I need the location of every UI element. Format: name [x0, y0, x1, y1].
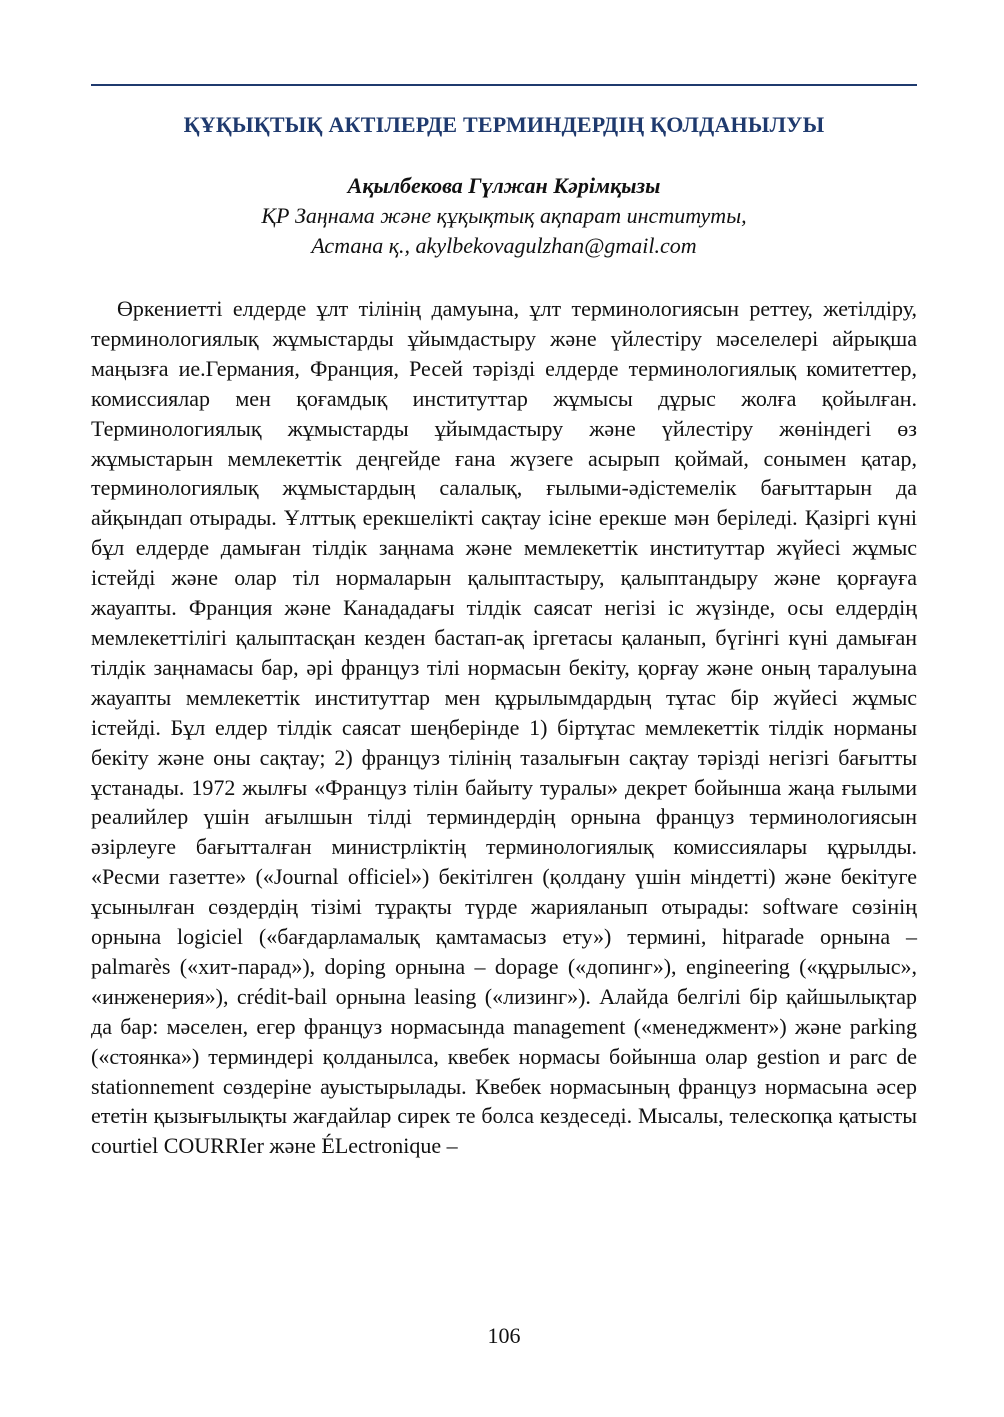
author-location-email: Астана қ., akylbekovagulzhan@gmail.com	[311, 233, 697, 258]
article-title: ҚҰҚЫҚТЫҚ АКТІЛЕРДЕ ТЕРМИНДЕРДІҢ ҚОЛДАНЫЛУЫ	[183, 112, 825, 137]
body-paragraph: Өркениетті елдерде ұлт тілінің дамуына, ұлт терминологиясын реттеу, жетілдіру, терминологиялық жұмыстарды ұйымдастыру және үйлестіру мәселелері айрықша маңызға ие.Германия, Франция, Ресей тәрізді елдерде терминологиялық комитеттер, комиссиялар мен қоғамдық институттар жұмысы дұрыс жолға қойылған. Терминологиялық жұмыстарды ұйымдастыру және үйлестіру жөніндегі өз жұмыстарын мемлекеттік деңгейде ғана жүзеге асырып қоймай, сонымен қатар, терминологиялық жұмыстардың салалық, ғылыми-әдістемелік бағыттарын да айқындап отырады. Ұлттық ерекшелікті сақтау ісіне ерекше мән беріледі. Қазіргі күні бұл елдерде дамыған тілдік заңнама және мемлекеттік институттар жүйесі жұмыс істейді және олар тіл нормаларын қалыптастыру, қалыптандыру және қорғауға жауапты. Франция және Канададағы тілдік саясат негізі іс жүзінде, осы елдердің мемлекеттілігі қалыптасқан кезден бастап-ақ іргетасы қаланып, бүгінгі күні дамыған тілдік заңнамасы бар, әрі француз тілі нормасын бекіту, қорғау және оның таралуына жауапты мемлекеттік институттар мен құрылымдардың тұтас бір жүйесі жұмыс істейді. Бұл елдер тілдік саясат шеңберінде 1) біртұтас мемлекеттік тілдік норманы бекіту және оны сақтау; 2) француз тілінің тазалығын сақтау тәрізді негізгі бағытты ұстанады. 1972 жылғы «Француз тілін байыту туралы» декрет бойынша жаңа ғылыми реалийлер үшін ағылшын тілді терминдердің орнына француз терминологиясын әзірлеуге бағытталған министрліктің терминологиялық комиссиялары құрылды. «Ресми газетте» («Journal officiel») бекітілген (қолдану үшін міндетті) және бекітуге ұсынылған сөздердің тізімі тұрақты түрде жарияланып отырады: software сөзінің орнына logiciel («бағдарламалық қамтамасыз ету») термині, hitparade орнына – palmarès («хит-парад»), doping орнына – dopage («допинг»), engineering («құрылыс», «инженерия»), crédit-bail орнына leasing («лизинг»). Алайда белгілі бір қайшылықтар да бар: мәселен, егер француз нормасында management («менеджмент») және parking («стоянка») терминдері қолданылса, квебек нормасы бойынша олар gestion и parc de stationnement сөздеріне ауыстырылады. Квебек нормасының француз нормасына әсер ететін қызығылықты жағдайлар сирек те болса кездеседі. Мысалы, телескопқа қатысты courtiel COURRIer және ÉLectronique –	[91, 296, 917, 1159]
header-rule	[91, 84, 917, 86]
page-number: 106	[487, 1323, 521, 1348]
author-affiliation: ҚР Заңнама және құқықтық ақпарат институты,	[261, 203, 747, 228]
author-name: Ақылбекова Гүлжан Кәрімқызы	[347, 173, 661, 198]
